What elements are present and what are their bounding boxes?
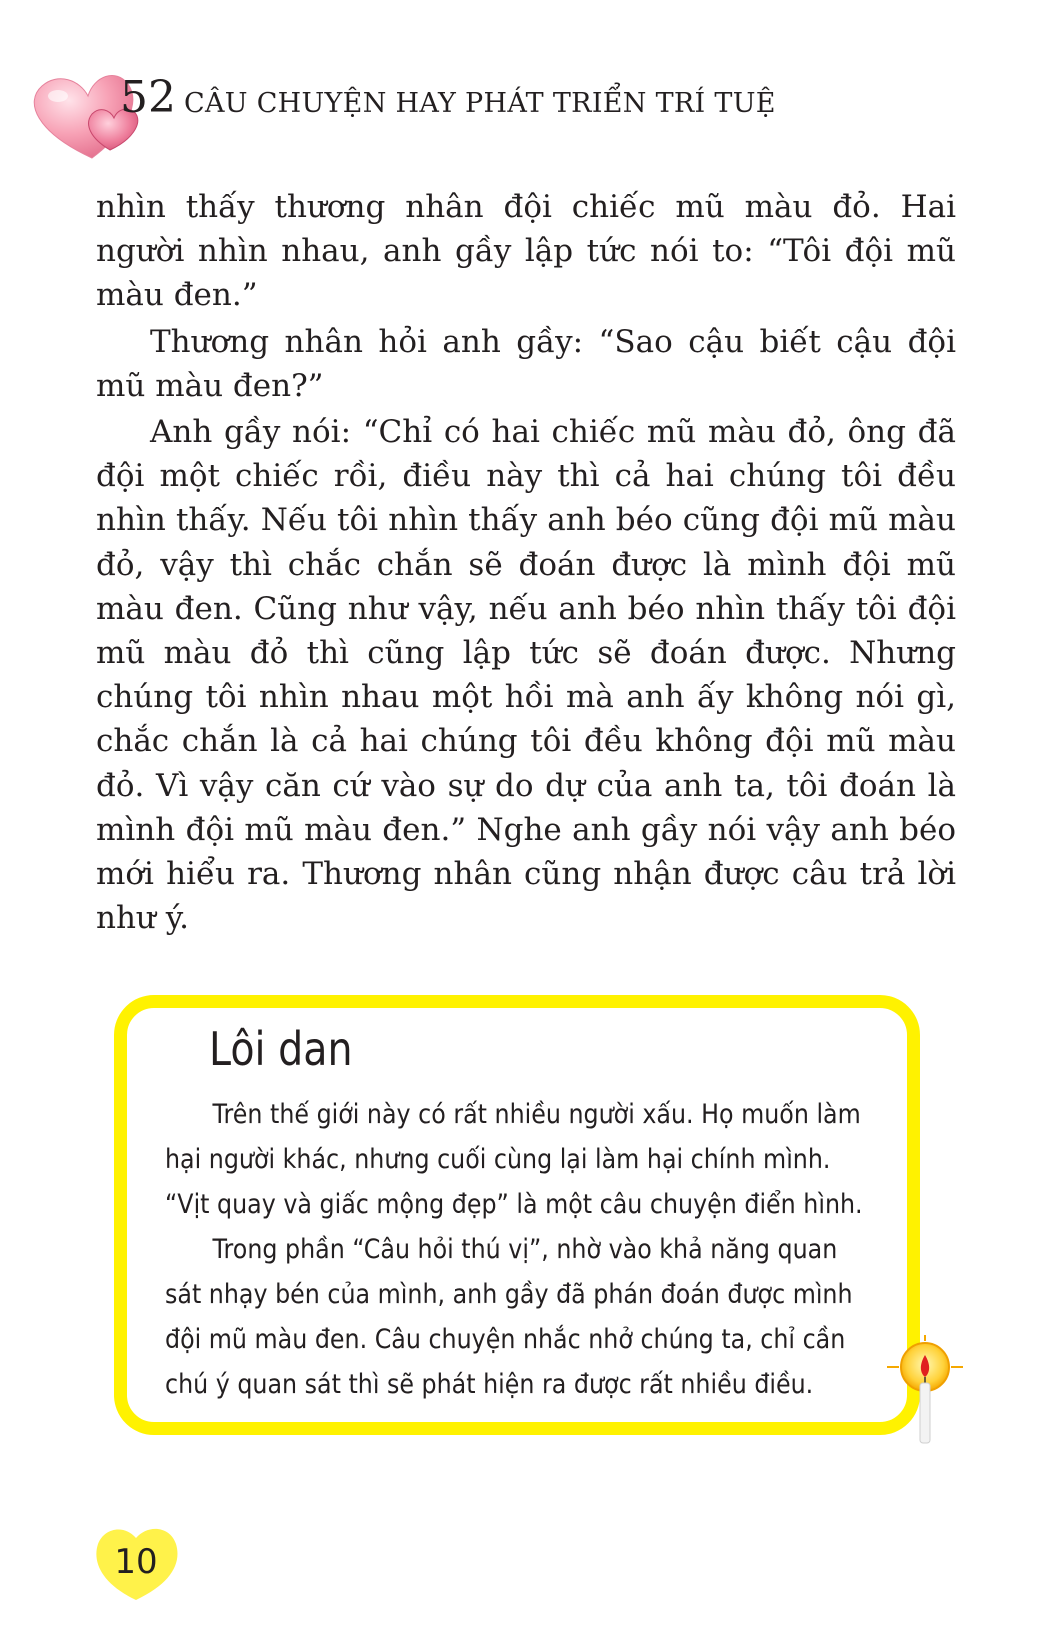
story-paragraph: nhìn thấy thương nhân đội chiếc mũ màu đỏ. Hai người nhìn nhau, anh gầy lập tức nói to: “Tôi đội mũ màu đen.” (96, 189, 956, 314)
lesson-paragraph-cont (165, 1272, 881, 1317)
lesson-paragraph-cont (165, 1317, 881, 1362)
page-number: 10 (114, 1542, 158, 1582)
lesson-paragraph (165, 1227, 881, 1272)
lesson-box-title: Lôi dan (209, 1022, 353, 1076)
page-header (28, 62, 1008, 162)
lesson-paragraph-cont (165, 1182, 881, 1227)
candle-icon (885, 1335, 965, 1445)
book-title-text: CÂU CHUYỆN HAY PHÁT TRIỂN TRÍ TUỆ (184, 88, 776, 119)
lesson-line: sát nhạy bén của mình, anh gầy đã phán đoán được mình (165, 1279, 853, 1310)
book-title (120, 72, 776, 123)
lesson-line: chú ý quan sát thì sẽ phát hiện ra được rất nhiều điều. (165, 1369, 814, 1400)
lesson-line: đội mũ màu đen. Câu chuyện nhắc nhở chúng ta, chỉ cần (165, 1324, 846, 1355)
page-number-badge (92, 1522, 182, 1602)
lesson-box-body (165, 1092, 881, 1407)
story-text (96, 185, 956, 940)
book-title-number: 52 (120, 72, 176, 123)
story-paragraph: Thương nhân hỏi anh gầy: “Sao cậu biết cậu đội mũ màu đen?” (96, 323, 956, 404)
story-paragraph: Anh gầy nói: “Chỉ có hai chiếc mũ màu đỏ, ông đã đội một chiếc rồi, điều này thì cả hai chúng tôi đều nhìn thấy. Nếu tôi nhìn thấy anh béo cũng đội mũ màu đỏ, vậy thì chắc chắn sẽ đoán được là mình đội mũ màu đen. Cũng như vậy, nếu anh béo nhìn thấy tôi đội mũ màu đỏ thì cũng lập tức sẽ đoán được. Nhưng chúng tôi nhìn nhau một hồi mà anh ấy không nói gì, chắc chắn là cả hai chúng tôi đều không đội mũ màu đỏ. Vì vậy căn cứ vào sự do dự của anh ta, tôi đoán là mình đội mũ màu đen.” Nghe anh gầy nói vậy anh béo mới hiểu ra. Thương nhân cũng nhận được câu trả lời như ý. (96, 414, 956, 937)
lesson-line: Trên thế giới này có rất nhiều người xấu. Họ muốn làm (212, 1099, 861, 1130)
lesson-line: “Vịt quay và giấc mộng đẹp” là một câu chuyện điển hình. (165, 1189, 863, 1220)
lesson-paragraph-cont (165, 1137, 881, 1182)
lesson-line: Trong phần “Câu hỏi thú vị”, nhờ vào khả năng quan (212, 1234, 838, 1265)
lesson-box (114, 995, 920, 1435)
lesson-paragraph-cont (165, 1362, 881, 1407)
lesson-paragraph (165, 1092, 881, 1137)
lesson-line: hại người khác, nhưng cuối cùng lại làm hại chính mình. (165, 1144, 831, 1175)
